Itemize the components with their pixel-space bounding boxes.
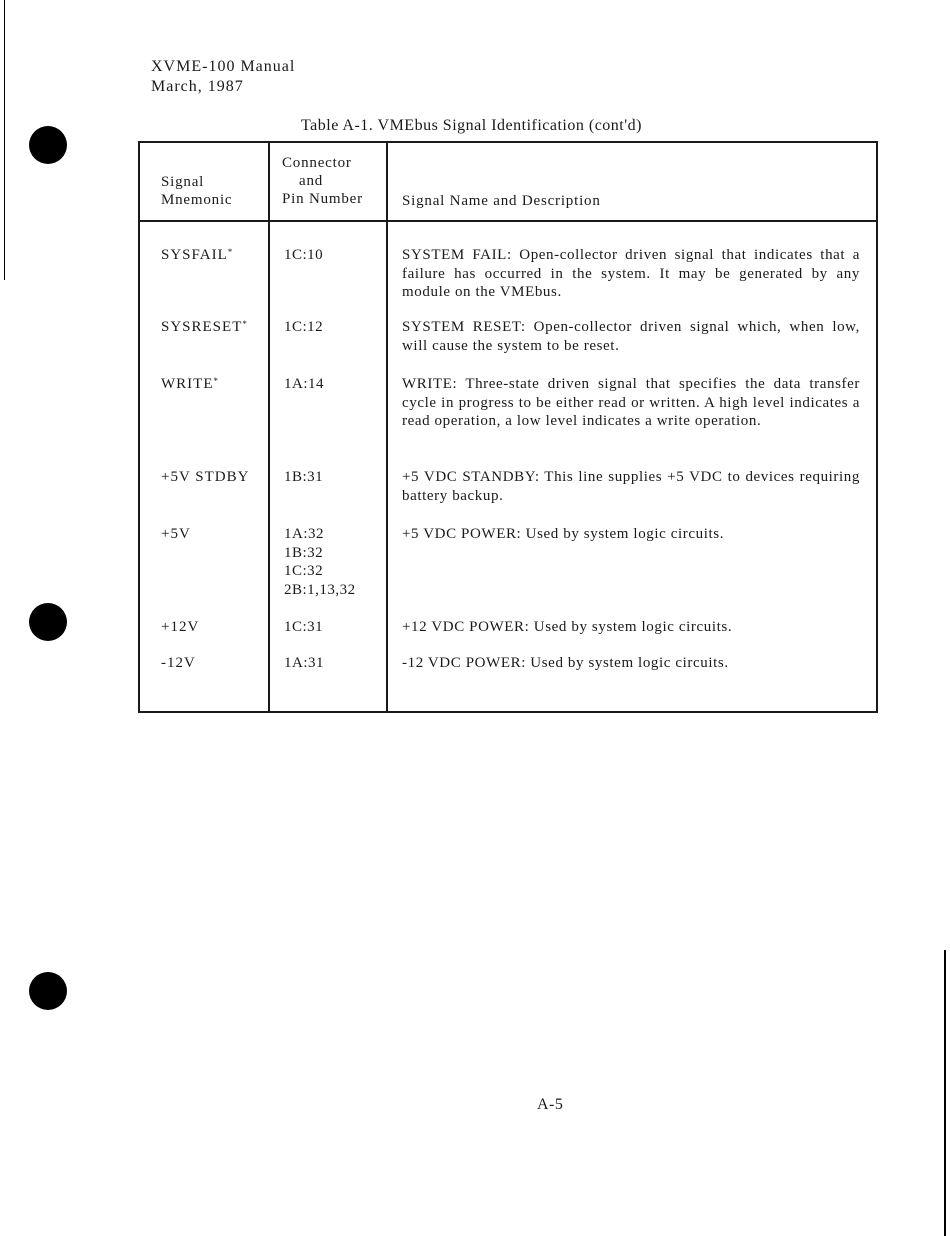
- pin-number: 1A:14: [284, 376, 324, 392]
- signal-description: +5 VDC POWER: Used by system logic circuits.: [402, 526, 725, 542]
- header-description: Signal Name and Description: [402, 193, 601, 209]
- header-mnemonic: [161, 173, 232, 209]
- pin-number: 1A:32: [284, 526, 324, 542]
- signal-mnemonic: [161, 375, 266, 394]
- header-pin-number: [282, 154, 363, 208]
- binder-hole-bottom: [29, 972, 67, 1010]
- manual-title: XVME-100 Manual: [151, 58, 296, 75]
- signal-mnemonic: [161, 654, 266, 673]
- pin-number: 1C:12: [284, 319, 324, 335]
- mnemonic-text: -12V: [161, 655, 196, 671]
- header-pin-line1: Connector: [282, 155, 352, 171]
- header-mnemonic-line2: Mnemonic: [161, 192, 233, 208]
- mnemonic-text: WRITE: [161, 376, 214, 392]
- signal-mnemonic: [161, 618, 266, 637]
- column-divider-2: [386, 143, 388, 711]
- signal-description: -12 VDC POWER: Used by system logic circuits.: [402, 655, 729, 671]
- signal-mnemonic: [161, 246, 266, 265]
- binder-hole-top: [29, 126, 67, 164]
- mnemonic-text: +5V STDBY: [161, 469, 250, 485]
- signal-description: SYSTEM RESET: Open-collector driven signal which, when low, will cause the system to be reset.: [402, 319, 860, 354]
- pin-number-cell: [284, 618, 384, 637]
- document-header: [151, 57, 295, 97]
- pin-number-cell: [284, 246, 384, 265]
- pin-number: 1B:32: [284, 544, 324, 561]
- header-mnemonic-line1: Signal: [161, 174, 205, 190]
- active-low-marker: *: [242, 319, 248, 329]
- page-number: A-5: [537, 1096, 564, 1113]
- pin-number: 1A:31: [284, 655, 324, 671]
- pin-number: 1C:31: [284, 619, 324, 635]
- signal-table: [138, 141, 878, 713]
- signal-mnemonic: [161, 468, 266, 487]
- signal-mnemonic: [161, 318, 266, 337]
- signal-description: WRITE: Three-state driven signal that specifies the data transfer cycle in progress to be either read or written. A high level indicates a read operation, a low level indicates a write operation.: [402, 376, 860, 429]
- scan-edge-right: [944, 950, 946, 1236]
- manual-date: March, 1987: [151, 78, 244, 95]
- pin-number: 1B:31: [284, 469, 324, 485]
- binder-hole-middle: [29, 603, 67, 641]
- mnemonic-text: SYSRESET: [161, 319, 243, 335]
- signal-mnemonic: [161, 525, 266, 544]
- active-low-marker: *: [213, 376, 219, 386]
- pin-number-cell: [284, 525, 384, 599]
- signal-description: +12 VDC POWER: Used by system logic circuits.: [402, 619, 733, 635]
- mnemonic-text: +12V: [161, 619, 200, 635]
- scan-edge-left: [4, 0, 5, 280]
- pin-number: 1C:10: [284, 247, 324, 263]
- pin-number: 1C:32: [284, 563, 324, 579]
- pin-number-cell: [284, 318, 384, 337]
- pin-number-cell: [284, 468, 384, 487]
- signal-description: +5 VDC STANDBY: This line supplies +5 VDC to devices requiring battery backup.: [402, 469, 860, 504]
- mnemonic-text: SYSFAIL: [161, 247, 228, 263]
- column-divider-1: [268, 143, 270, 711]
- table-caption: Table A-1. VMEbus Signal Identification (cont'd): [301, 117, 642, 134]
- pin-number: 2B:1,13,32: [284, 581, 356, 598]
- header-pin-line3: Pin Number: [282, 191, 363, 207]
- signal-description: SYSTEM FAIL: Open-collector driven signal that indicates that a failure has occurred in the system. It may be generated by any module on the VMEbus.: [402, 247, 860, 300]
- pin-number-cell: [284, 654, 384, 673]
- pin-number-cell: [284, 375, 384, 394]
- active-low-marker: *: [227, 247, 234, 257]
- header-pin-line2: and: [299, 173, 324, 189]
- mnemonic-text: +5V: [161, 526, 191, 542]
- header-divider: [140, 220, 876, 222]
